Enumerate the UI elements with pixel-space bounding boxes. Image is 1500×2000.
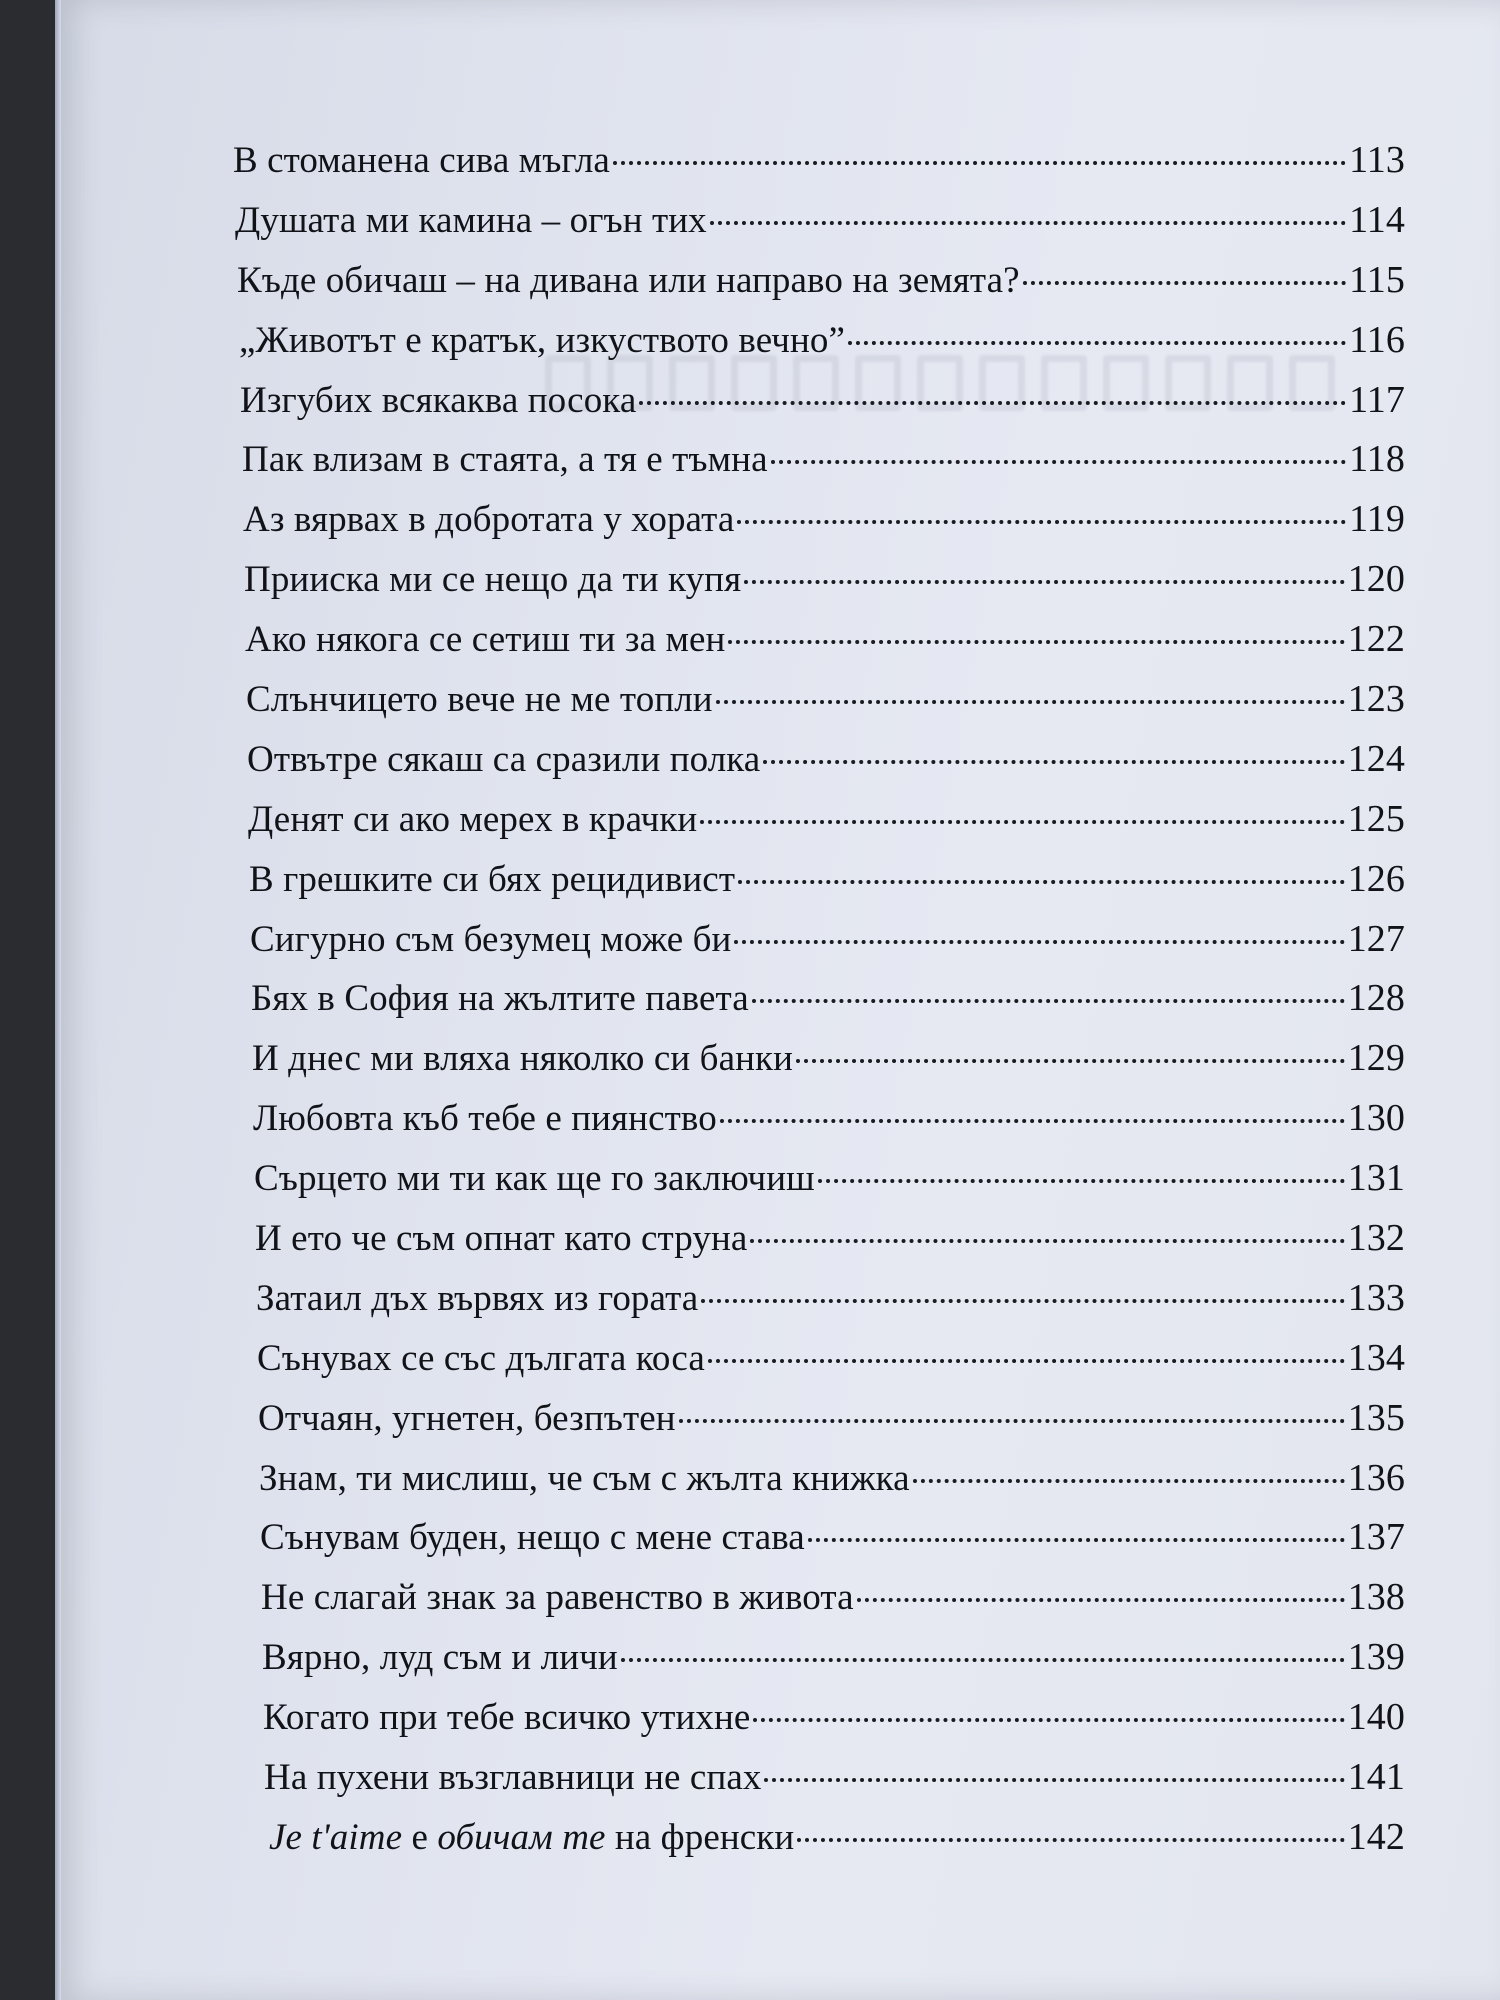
toc-entry [233, 617, 1405, 677]
toc-title-segment: на френски [605, 1816, 795, 1858]
toc-entry-page-number: 131 [1347, 1157, 1405, 1200]
toc-entry-title: Затаил дъх вървях из гората [256, 1277, 699, 1319]
toc-entry-title: Сигурно съм безумец може би [250, 918, 732, 960]
toc-entry [233, 437, 1405, 497]
toc-entry-page-number: 120 [1347, 558, 1405, 601]
toc-dot-leader [1023, 281, 1346, 285]
toc-entry [233, 138, 1405, 198]
toc-entry-title: Сърцето ми ти как ще го заключиш [254, 1158, 815, 1200]
toc-entry [233, 1396, 1405, 1456]
toc-dot-leader [913, 1479, 1345, 1483]
toc-entry-title: На пухени възглавници не спах [264, 1757, 762, 1799]
toc-entry-page-number: 118 [1349, 438, 1405, 481]
toc-dot-leader [796, 1059, 1345, 1063]
toc-entry-page-number: 113 [1349, 139, 1405, 181]
toc-dot-leader [701, 1299, 1344, 1303]
toc-dot-leader [710, 221, 1346, 225]
toc-entry-title: Бях в София на жълтите павета [251, 978, 749, 1020]
toc-entry-page-number: 135 [1347, 1396, 1405, 1439]
toc-entry-title: Къде обичаш – на дивана или направо на земята? [237, 259, 1020, 301]
toc-entry [233, 497, 1405, 557]
toc-dot-leader [700, 820, 1344, 824]
toc-entry [233, 557, 1405, 617]
toc-entry-page-number: 133 [1347, 1276, 1405, 1319]
toc-dot-leader [728, 640, 1344, 644]
toc-dot-leader [764, 1778, 1344, 1782]
toc-entry-title: В грешките си бях рецидивист [249, 858, 736, 900]
toc-entry [233, 1695, 1405, 1755]
toc-dot-leader [857, 1598, 1345, 1602]
toc-dot-leader [752, 999, 1345, 1003]
toc-entry [233, 318, 1405, 378]
toc-entry [233, 1635, 1405, 1695]
toc-entry-title: И днес ми вляха няколко си банки [252, 1038, 793, 1080]
toc-entry [233, 1575, 1405, 1635]
toc-dot-leader [750, 1239, 1344, 1243]
toc-entry-title: Денят си ако мерех в крачки [248, 798, 698, 840]
toc-entry-title: Отчаян, угнетен, безпътен [258, 1397, 676, 1439]
toc-dot-leader [708, 1359, 1345, 1363]
toc-entry-title [269, 1816, 794, 1859]
toc-entry [233, 857, 1405, 917]
toc-entry [233, 258, 1405, 318]
toc-title-italic-segment: обичам те [437, 1816, 606, 1858]
toc-dot-leader [753, 1718, 1344, 1722]
toc-entry [233, 1815, 1405, 1875]
page-binding-edge [55, 0, 61, 2000]
toc-title-italic-segment: Je t'aime [269, 1816, 403, 1858]
toc-entry [233, 917, 1405, 977]
toc-dot-leader [848, 341, 1346, 345]
toc-entry-title: В стоманена сива мъгла [233, 140, 610, 181]
toc-entry [233, 1755, 1405, 1815]
toc-entry-page-number: 117 [1349, 378, 1405, 421]
toc-entry-page-number: 129 [1347, 1037, 1405, 1080]
toc-entry-title: Душата ми камина – огън тих [235, 199, 707, 241]
toc-dot-leader [639, 401, 1346, 405]
toc-dot-leader [720, 1119, 1345, 1123]
toc-entry-page-number: 132 [1347, 1217, 1405, 1260]
toc-entry [233, 1036, 1405, 1096]
toc-entry-page-number: 136 [1347, 1456, 1405, 1499]
toc-dot-leader [763, 760, 1344, 764]
toc-entry-title: Сънувах се със дългата коса [257, 1337, 705, 1379]
toc-entry-page-number: 130 [1347, 1097, 1405, 1140]
toc-entry [233, 1336, 1405, 1396]
toc-dot-leader [738, 880, 1345, 884]
toc-entry-page-number: 119 [1349, 498, 1405, 541]
toc-entry [233, 198, 1405, 258]
toc-dot-leader [771, 460, 1347, 464]
toc-entry-page-number: 140 [1347, 1696, 1405, 1739]
toc-entry [233, 797, 1405, 857]
book-page [55, 0, 1500, 2000]
toc-entry [233, 1156, 1405, 1216]
toc-entry-page-number: 142 [1347, 1815, 1405, 1858]
toc-entry-title: Знам, ти мислиш, че съм с жълта книжка [259, 1457, 910, 1499]
toc-entry-page-number: 126 [1347, 857, 1405, 900]
table-of-contents [233, 138, 1405, 1875]
toc-entry [233, 378, 1405, 438]
toc-dot-leader [613, 161, 1346, 165]
toc-entry-title: Вярно, луд съм и личи [262, 1637, 618, 1679]
toc-entry-page-number: 123 [1347, 678, 1405, 721]
toc-entry-page-number: 115 [1349, 258, 1405, 301]
toc-entry-title: „Животът е кратък, изкуството вечно” [239, 319, 846, 361]
toc-entry-title: Аз вярвах в добротата у хората [243, 499, 735, 541]
toc-entry-page-number: 116 [1349, 318, 1405, 361]
toc-dot-leader [797, 1838, 1344, 1842]
toc-entry [233, 1276, 1405, 1336]
toc-entry-title: Сънувам буден, нещо с мене става [260, 1517, 805, 1559]
toc-dot-leader [679, 1419, 1345, 1423]
toc-entry [233, 1456, 1405, 1516]
toc-entry-page-number: 127 [1347, 917, 1405, 960]
toc-entry-title: Прииска ми се нещо да ти купя [244, 559, 742, 601]
toc-entry-page-number: 125 [1347, 797, 1405, 840]
toc-dot-leader [734, 940, 1344, 944]
toc-entry-title: Изгубих всякаква посока [240, 379, 637, 421]
toc-dot-leader [621, 1658, 1345, 1662]
toc-entry [233, 677, 1405, 737]
toc-entry-page-number: 114 [1349, 198, 1405, 241]
toc-entry-page-number: 138 [1347, 1576, 1405, 1619]
toc-entry-title: Любовта къб тебе е пиянство [253, 1098, 717, 1140]
toc-title-segment: е [402, 1816, 438, 1858]
toc-entry-title: Отвътре сякаш са сразили полка [247, 738, 761, 780]
toc-entry-title: Ако някога се сетиш ти за мен [245, 619, 726, 661]
toc-entry-page-number: 134 [1347, 1336, 1405, 1379]
toc-entry [233, 1096, 1405, 1156]
toc-dot-leader [818, 1179, 1345, 1183]
toc-entry-title: И ето че съм опнат като струна [255, 1218, 748, 1260]
toc-entry [233, 976, 1405, 1036]
toc-entry-title: Слънчицето вече не ме топли [246, 679, 713, 721]
toc-entry-title: Пак влизам в стаята, а тя е тъмна [242, 439, 768, 481]
toc-entry [233, 1216, 1405, 1276]
toc-entry [233, 737, 1405, 797]
toc-entry-page-number: 139 [1347, 1636, 1405, 1679]
toc-entry-title: Не слагай знак за равенство в живота [261, 1577, 854, 1619]
toc-entry-page-number: 122 [1347, 618, 1405, 661]
toc-entry-title: Когато при тебе всичко утихне [263, 1697, 751, 1739]
toc-entry [233, 1515, 1405, 1575]
toc-dot-leader [737, 520, 1346, 524]
toc-dot-leader [744, 580, 1344, 584]
toc-dot-leader [808, 1538, 1345, 1542]
toc-dot-leader [716, 700, 1345, 704]
toc-entry-page-number: 128 [1347, 977, 1405, 1020]
toc-entry-page-number: 137 [1347, 1516, 1405, 1559]
toc-entry-page-number: 141 [1347, 1756, 1405, 1799]
toc-entry-page-number: 124 [1347, 737, 1405, 780]
